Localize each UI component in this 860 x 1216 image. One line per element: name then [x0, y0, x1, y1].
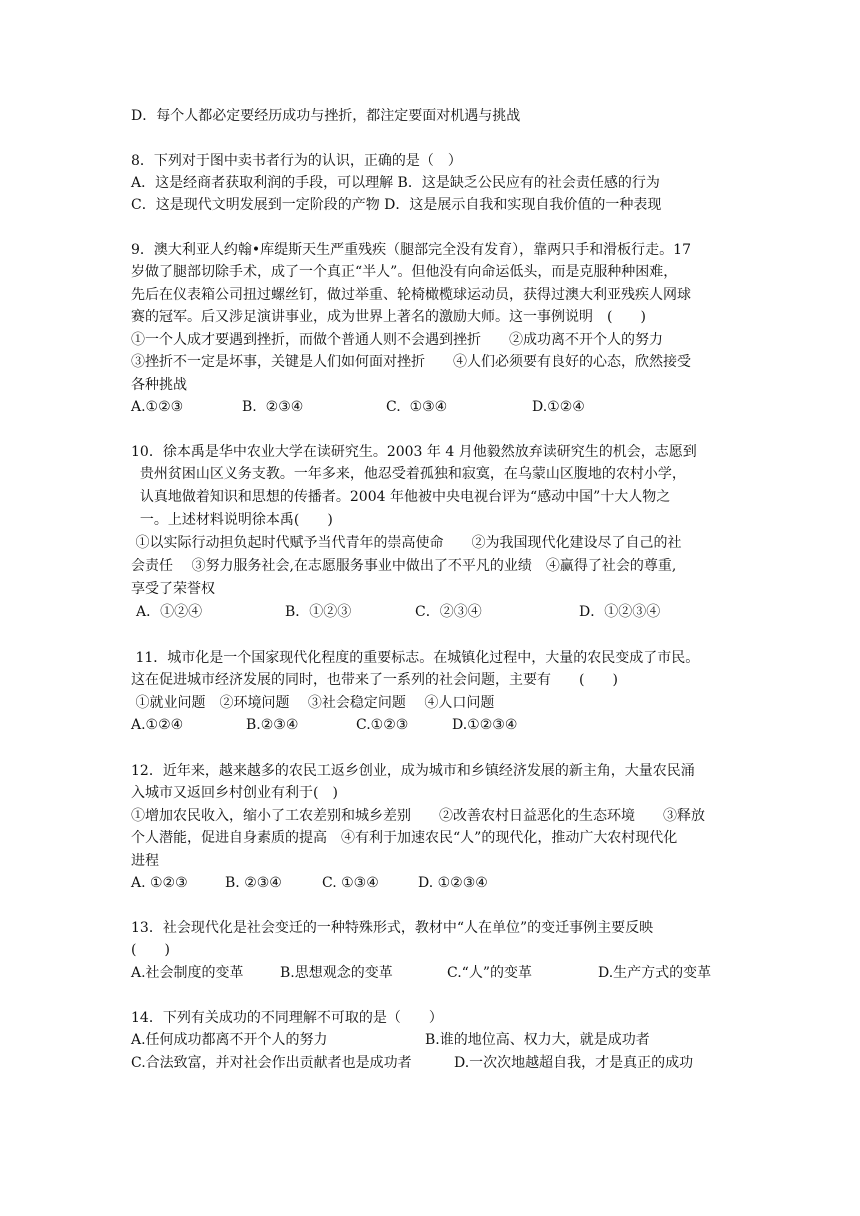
q10-line: ①以实际行动担负起时代赋予当代青年的崇高使命 ②为我国现代化建设尽了自己的社 [131, 535, 682, 551]
q9-option-a: A.①②③ [131, 399, 184, 415]
q10-option-a: A．①②④ [136, 604, 203, 620]
q8-stem: 8．下列对于图中卖书者行为的认识，正确的是（ ） [131, 153, 462, 169]
q9-line: ③挫折不一定是坏事，关键是人们如何面对挫折 ④人们必须要有良好的心态，欣然接受 [131, 354, 691, 370]
q10-line: 10．徐本禹是华中农业大学在读研究生。2003 年 4 月他毅然放弃读研究生的机会，志愿到 [131, 444, 697, 460]
q14-stem: 14．下列有关成功的不同理解不可取的是（ ） [131, 1010, 443, 1026]
q8-options-ab: A．这是经商者获取利润的手段，可以理解 B．这是缺乏公民应有的社会责任感的行为 [131, 175, 660, 191]
q10-option-d: D．①②③④ [579, 604, 661, 620]
q9-line: 9．澳大利亚人约翰•库缇斯天生严重残疾（腿部完全没有发育），靠两只手和滑板行走。17 [131, 242, 691, 258]
q12-option-a: A. ①②③ [131, 875, 188, 891]
q12-option-b: B. ②③④ [225, 875, 282, 891]
q10-line: 认真地做着知识和思想的传播者。2004 年他被中央电视台评为“感动中国”十大人物之 [131, 489, 671, 505]
q9-line: 岁做了腿部切除手术，成了一个真正“半人”。但他没有向命运低头，而是克服种种困难， [131, 264, 678, 280]
q9-line: ①一个人成才要遇到挫折，而做个普通人则不会遇到挫折 ②成功离不开个人的努力 [131, 332, 663, 348]
q12-option-c: C. ①③④ [322, 875, 379, 891]
q13-line: ( ) [131, 942, 170, 958]
q12-line: 进程 [131, 853, 159, 869]
q11-line: ①就业问题 ②环境问题 ③社会稳定问题 ④人口问题 [131, 695, 495, 711]
q12-line: 12．近年来，越来越多的农民工返乡创业，成为城市和乡镇经济发展的新主角，大量农民涌 [131, 763, 695, 779]
q14-option-c: C.合法致富，并对社会作出贡献者也是成功者 [131, 1055, 412, 1071]
q13-option-c: C.“人”的变革 [447, 965, 532, 981]
q9-option-b: B. ②③④ [242, 399, 304, 415]
q13-option-a: A.社会制度的变革 [131, 965, 244, 981]
q11-option-c: C.①②③ [356, 717, 409, 733]
q14-option-d: D.一次次地越超自我，才是真正的成功 [454, 1055, 694, 1071]
q9-line: 先后在仪表箱公司扭过螺丝钉，做过举重、轮椅橄榄球运动员，获得过澳大利亚残疾人网球 [131, 287, 691, 303]
q9-option-c: C. ①③④ [386, 399, 448, 415]
q10-line: 享受了荣誉权 [131, 581, 215, 597]
q14-option-a: A.任何成功都离不开个人的努力 [131, 1032, 328, 1048]
q7-option-d: D．每个人都必定要经历成功与挫折，都注定要面对机遇与挑战 [131, 108, 521, 124]
q10-line: 一。上述材料说明徐本禹( ) [131, 512, 333, 528]
q9-option-d: D.①②④ [532, 399, 585, 415]
q10-option-b: B．①②③ [285, 604, 352, 620]
q12-line: 入城市又返回乡村创业有利于( ) [131, 785, 338, 801]
q12-line: ①增加农民收入，缩小了工农差别和城乡差别 ②改善农村日益恶化的生态环境 ③释放 [131, 808, 705, 824]
q10-option-c: C．②③④ [415, 604, 482, 620]
q9-line: 赛的冠军。后又涉足演讲事业，成为世界上著名的激励大师。这一事例说明 ( ) [131, 309, 646, 325]
q11-option-b: B.②③④ [246, 717, 299, 733]
q9-line: 各种挑战 [131, 377, 187, 393]
q13-option-b: B.思想观念的变革 [280, 965, 393, 981]
q13-option-d: D.生产方式的变革 [598, 965, 712, 981]
q11-line: 这在促进城市经济发展的同时，也带来了一系列的社会问题，主要有 ( ) [131, 672, 618, 688]
q14-option-b: B.谁的地位高、权力大，就是成功者 [425, 1032, 650, 1048]
q12-line: 个人潜能，促进自身素质的提高 ④有利于加速农民“人”的现代化，推动广大农村现代化 [131, 830, 678, 846]
q13-line: 13．社会现代化是社会变迁的一种特殊形式，教材中“人在单位”的变迁事例主要反映 [131, 920, 654, 936]
q10-line: 会责任 ③努力服务社会,在志愿服务事业中做出了不平凡的业绩 ④赢得了社会的尊重, [131, 558, 677, 574]
q11-option-d: D.①②③④ [452, 717, 518, 733]
q10-line: 贵州贫困山区义务支教。一年多来，他忍受着孤独和寂寞，在乌蒙山区腹地的农村小学， [131, 466, 686, 482]
q12-option-d: D. ①②③④ [418, 875, 488, 891]
q8-options-cd: C．这是现代文明发展到一定阶段的产物 D．这是展示自我和实现自我价值的一种表现 [131, 197, 662, 213]
q11-line: 11．城市化是一个国家现代化程度的重要标志。在城镇化过程中，大量的农民变成了市民。 [131, 650, 700, 666]
q11-option-a: A.①②④ [131, 717, 184, 733]
